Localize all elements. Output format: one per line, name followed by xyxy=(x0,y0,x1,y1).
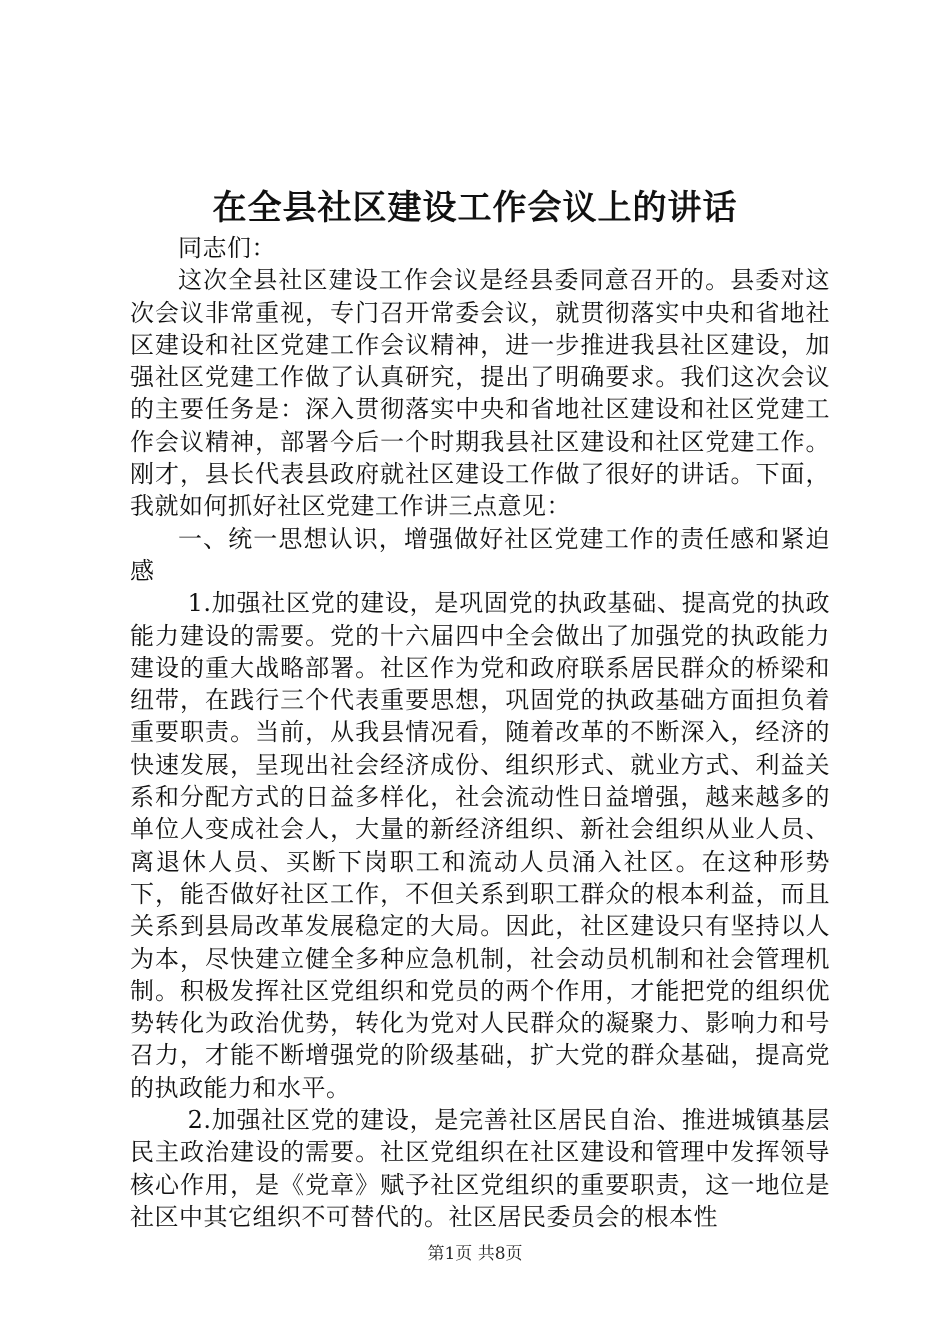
intro-paragraph: 这次全县社区建设工作会议是经县委同意召开的。县委对这次会议非常重视，专门召开常委会议，就贯彻落实中央和省地社区建设和社区党建工作会议精神，进一步推进我县社区建设，加强社区党建工作做了认真研究，提出了明确要求。我们这次会议的主要任务是：深入贯彻落实中央和省地社区建设和社区党建工作会议精神，部署今后一个时期我县社区建设和社区党建工作。刚才，县长代表县政府就社区建设工作做了很好的讲话。下面，我就如何抓好社区党建工作讲三点意见： xyxy=(130,266,830,521)
point-1-paragraph: 1.加强社区党的建设，是巩固党的执政基础、提高党的执政能力建设的需要。党的十六届四中全会做出了加强党的执政能力建设的重大战略部署。社区作为党和政府联系居民群众的桥梁和纽带，在践行三个代表重要思想，巩固党的执政基础方面担负着重要职责。当前，从我县情况看，随着改革的不断深入，经济的快速发展，呈现出社会经济成份、组织形式、就业方式、利益关系和分配方式的日益多样化，社会流动性日益增强，越来越多的单位人变成社会人，大量的新经济组织、新社会组织从业人员、离退休人员、买断下岗职工和流动人员涌入社区。在这种形势下，能否做好社区工作，不但关系到职工群众的根本利益，而且关系到县局改革发展稳定的大局。因此，社区建设只有坚持以人为本，尽快建立健全多种应急机制，社会动员机制和社会管理机制。积极发挥社区党组织和党员的两个作用，才能把党的组织优势转化为政治优势，转化为党对人民群众的凝聚力、影响力和号召力，才能不断增强党的阶级基础，扩大党的群众基础，提高党的执政能力和水平。 xyxy=(130,589,830,1102)
section-heading: 一、统一思想认识，增强做好社区党建工作的责任感和紧迫感 xyxy=(130,524,830,585)
point-2-paragraph: 2.加强社区党的建设，是完善社区居民自治、推进城镇基层民主政治建设的需要。社区党组织在社区建设和管理中发挥领导核心作用，是《党章》赋予社区党组织的重要职责，这一地位是社区中其它组织不可替代的。社区居民委员会的根本性 xyxy=(130,1106,830,1231)
salutation-paragraph: 同志们： xyxy=(178,234,276,262)
document-title: 在全县社区建设工作会议上的讲话 xyxy=(212,188,738,228)
document-body xyxy=(130,232,830,1233)
page-footer: 第1页 共8页 xyxy=(427,1244,523,1264)
